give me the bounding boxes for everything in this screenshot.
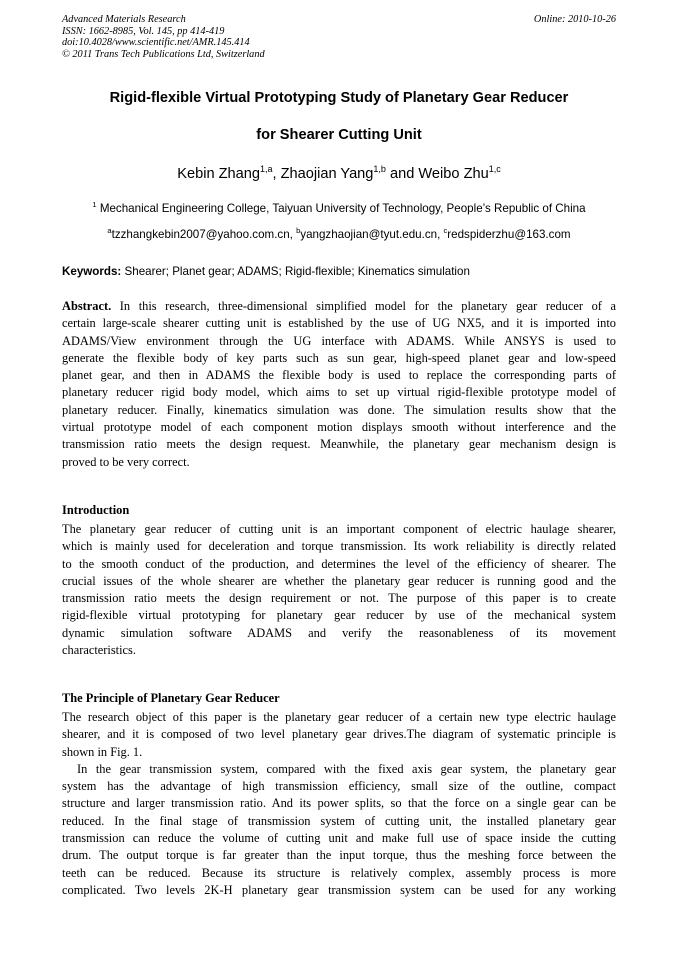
copyright-line: © 2011 Trans Tech Publications Ltd, Switzerland xyxy=(62,48,265,60)
abstract-label: Abstract. xyxy=(62,299,112,313)
paragraph-line: reduced. In the final stage of transmission system of cutting unit, the installed planetary gear xyxy=(62,813,616,828)
paper-title-line-1: Rigid-flexible Virtual Prototyping Study of Planetary Gear Reducer xyxy=(109,90,569,106)
section-heading-principle: The Principle of Planetary Gear Reducer xyxy=(62,691,280,705)
email-superscript: c xyxy=(443,226,448,235)
abstract-line: planetary reducer rigid body model, which aims to set up virtual rigid-flexible prototype model of xyxy=(62,385,616,400)
doi-line: doi:10.4028/www.scientific.net/AMR.145.414 xyxy=(62,37,250,49)
author-superscript: 1,b xyxy=(373,164,386,174)
author-name: Zhaojian Yang xyxy=(280,166,374,182)
paragraph-line: characteristics. xyxy=(62,643,136,658)
keywords-text: Shearer; Planet gear; ADAMS; Rigid-flexible; Kinematics simulation xyxy=(124,265,470,278)
journal-name: Advanced Materials Research xyxy=(62,14,186,25)
paragraph-line: structure and larger transmission ratio. And its power splits, so that the force on a single gear can be xyxy=(62,796,616,811)
email-address: redspiderzhu@163.com xyxy=(447,228,571,241)
issn-line: ISSN: 1662-8985, Vol. 145, pp 414-419 xyxy=(62,25,225,37)
abstract-line: planetary reducer. Finally, kinematics simulation was done. The simulation results show that the xyxy=(62,402,616,417)
abstract-line: Abstract. In this research, three-dimensional simplified model for the planetary gear reducer of a xyxy=(62,299,616,313)
email-superscript: b xyxy=(296,226,301,235)
keywords-label: Keywords: xyxy=(62,265,122,278)
abstract-line: proved to be very correct. xyxy=(62,454,190,469)
paragraph-line: crucial issues of the whole shearer are whether the planetary gear reducer is running good and the xyxy=(62,573,616,588)
author-emails xyxy=(62,228,616,241)
author-separator: , xyxy=(272,166,281,182)
affiliation-text: Mechanical Engineering College, Taiyuan University of Technology, People’s Republic of China xyxy=(99,202,586,215)
paragraph-line: system has the advantage of high transmission efficiency, small size of the outline, compact xyxy=(62,779,616,794)
affiliation xyxy=(62,202,616,215)
keywords xyxy=(62,265,470,278)
journal-header xyxy=(62,14,265,60)
paragraph-line: shearer, and it is composed of two level planetary gear drives.The diagram of systematic principle is xyxy=(62,727,616,742)
paragraph-line: In the gear transmission system, compared with the fixed axis gear system, the planetary gear xyxy=(77,761,616,776)
author-superscript: 1,a xyxy=(260,164,273,174)
paragraph-line: complicated. Two levels 2K-H planetary gear transmission system can be used for any working xyxy=(62,882,616,897)
paragraph-line: teeth can be reduced. Because its structure is relatively complex, assembly process is more xyxy=(62,865,616,880)
affiliation-superscript: 1 xyxy=(92,200,97,209)
principle-paragraph xyxy=(62,709,616,899)
abstract-line: transmission ratio meets the design request. Meanwhile, the planetary gear mechanism design is xyxy=(62,437,616,452)
abstract-line: planet gear, and then in ADAMS the flexible body is used to replace the corresponding parts of xyxy=(62,368,616,383)
abstract-line: virtual prototype model of each component motion displays smooth without interference and the xyxy=(62,420,616,435)
author-separator: and xyxy=(385,166,419,182)
paragraph-line: shown in Fig. 1. xyxy=(62,744,143,759)
paragraph-line: transmission can reduce the volume of cutting unit and make full use of space inside the cutting xyxy=(62,831,616,846)
abstract xyxy=(62,298,616,471)
author-name: Kebin Zhang xyxy=(177,166,261,182)
abstract-line: ADAMS/View environment through the UG interface with ADAMS. While ANSYS is used to xyxy=(62,333,616,348)
paragraph-line: The research object of this paper is the planetary gear reducer of a certain new type electric haulage xyxy=(62,710,616,724)
email-address: yangzhaojian@tyut.edu.cn, xyxy=(300,228,444,241)
email-superscript: a xyxy=(107,226,112,235)
author-name: Weibo Zhu xyxy=(418,166,489,182)
paragraph-line: The planetary gear reducer of cutting unit is an important component of electric haulage shearer, xyxy=(62,522,616,536)
online-date: Online: 2010-10-26 xyxy=(533,14,616,25)
paper-title-line-2: for Shearer Cutting Unit xyxy=(256,127,422,143)
paragraph-line: transmission ratio meets the design requirement or not. The purpose of this paper is to create xyxy=(62,591,616,606)
paragraph-line: dynamic simulation software ADAMS and verify the reasonableness of its movement xyxy=(62,625,616,640)
paragraph-line: which is mainly used for deceleration and torque transmission. Its work reliability is directly related xyxy=(62,539,616,554)
paragraph-line: drum. The output torque is far greater than the input torque, thus the meshing force between the xyxy=(62,848,616,863)
paragraph-line: rigid-flexible virtual prototyping for planetary gear reducer by use of the mechanical system xyxy=(62,608,616,623)
paragraph-line: to the smooth conduct of the production, and determines the level of the efficiency of shearer. The xyxy=(62,556,616,571)
abstract-line: certain large-scale shearer cutting unit is established by the use of UG NX5, and it is imported into xyxy=(62,316,616,331)
abstract-line: generate the flexible body of key parts such as sun gear, high-speed planet gear and low-speed xyxy=(62,350,616,365)
section-heading-introduction: Introduction xyxy=(62,503,130,517)
introduction-paragraph xyxy=(62,521,616,659)
author-superscript: 1,c xyxy=(488,164,501,174)
email-address: tzzhangkebin2007@yahoo.com.cn, xyxy=(111,228,297,241)
author-list xyxy=(62,166,616,182)
